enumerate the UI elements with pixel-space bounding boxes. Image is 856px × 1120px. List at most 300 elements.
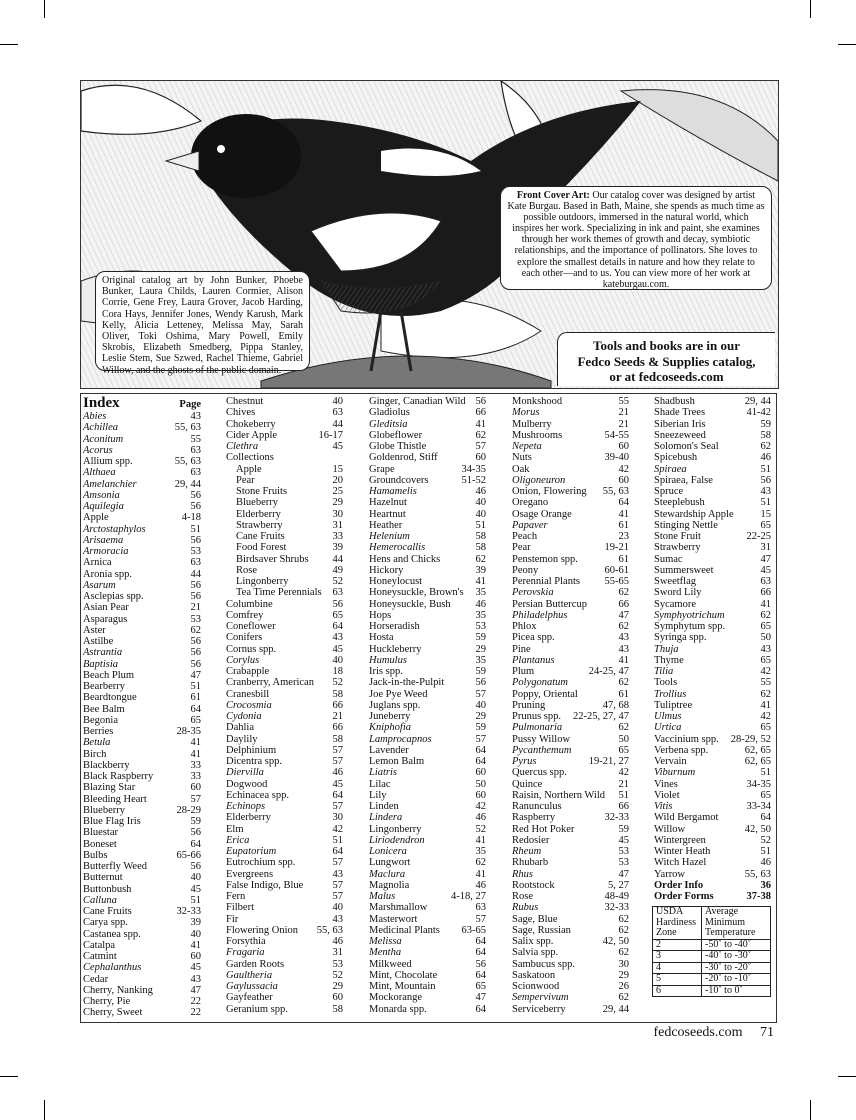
index-entry-page: 29, 44 bbox=[744, 396, 771, 407]
index-entry bbox=[654, 869, 771, 880]
index-entry bbox=[83, 962, 201, 973]
front-cover-label: Front Cover Art: bbox=[516, 190, 590, 201]
index-entry-name: Blazing Star bbox=[83, 782, 136, 794]
index-entry-name: Mint, Chocolate bbox=[369, 969, 438, 981]
index-entry-name: Spiraea bbox=[654, 463, 687, 475]
index-entry bbox=[83, 512, 201, 523]
index-entry bbox=[226, 655, 343, 666]
index-entry-page: 47 bbox=[475, 992, 486, 1004]
index-entry bbox=[369, 554, 486, 565]
index-entry-page: 29 bbox=[332, 981, 343, 992]
index-entry bbox=[369, 722, 486, 733]
index-entry-page: 48-49 bbox=[604, 891, 629, 902]
index-entry bbox=[654, 857, 771, 868]
index-entry-page: 43 bbox=[760, 486, 771, 497]
index-entry-name: Asparagus bbox=[83, 613, 128, 625]
index-entry-page: 65 bbox=[332, 609, 343, 621]
zone-row bbox=[653, 951, 771, 963]
index-entry-page: 56 bbox=[190, 827, 201, 839]
index-entry-name: Syringa spp. bbox=[654, 632, 707, 644]
index-entry-name: Eutrochium spp. bbox=[226, 857, 296, 869]
index-entry-name: Elm bbox=[226, 823, 244, 835]
index-entry-name: Peony bbox=[512, 564, 539, 576]
index-entry bbox=[512, 655, 629, 666]
index-entry-name: Grape bbox=[369, 463, 395, 475]
index-entry bbox=[226, 621, 343, 632]
index-entry bbox=[226, 936, 343, 947]
index-entry-name: Violet bbox=[654, 789, 680, 801]
index-entry-page: 52 bbox=[332, 969, 343, 981]
index-entry-name: Arnica bbox=[83, 557, 112, 569]
index-entry bbox=[654, 486, 771, 497]
index-entry bbox=[369, 902, 486, 913]
index-entry bbox=[83, 614, 201, 625]
index-entry bbox=[83, 524, 201, 535]
index-entry bbox=[226, 902, 343, 913]
index-entry-name: Stinging Nettle bbox=[654, 519, 718, 531]
index-entry-page: 62 bbox=[618, 677, 629, 689]
index-entry bbox=[369, 756, 486, 767]
index-entry bbox=[226, 689, 343, 700]
index-entry bbox=[512, 936, 629, 947]
index-entry-name: Gladiolus bbox=[369, 407, 410, 419]
index-entry-name: Iris spp. bbox=[369, 666, 403, 677]
index-entry-name: Philadelphus bbox=[512, 609, 568, 621]
index-entry bbox=[654, 407, 771, 418]
index-entry bbox=[654, 475, 771, 486]
index-entry-page: 32-33 bbox=[604, 812, 629, 824]
index-entry-page: 45 bbox=[760, 564, 771, 576]
page-header: Page bbox=[179, 399, 201, 410]
index-entry-page: 59 bbox=[190, 816, 201, 827]
index-entry-name: Persian Buttercup bbox=[512, 598, 587, 610]
index-entry-page: 64 bbox=[475, 936, 486, 947]
index-entry-name: Beardtongue bbox=[83, 692, 137, 704]
index-entry-page: 43 bbox=[190, 973, 201, 985]
index-entry-name: Fern bbox=[226, 891, 246, 902]
index-entry-page: 39 bbox=[475, 564, 486, 576]
index-entry-page: 35 bbox=[475, 609, 486, 621]
index-entry-page: 30 bbox=[332, 812, 343, 824]
index-entry bbox=[369, 655, 486, 666]
index-entry-page: 32-33 bbox=[604, 902, 629, 914]
index-entry-name: Rose bbox=[236, 564, 257, 576]
index-entry-name: Comfrey bbox=[226, 609, 264, 621]
index-entry-name: Echinops bbox=[226, 801, 266, 812]
index-entry-page: 42, 50 bbox=[744, 823, 771, 835]
index-entry bbox=[512, 644, 629, 655]
index-entry-page: 20 bbox=[332, 474, 343, 486]
index-entry-name: Salvia spp. bbox=[512, 947, 559, 959]
index-entry-name: Ulmus bbox=[654, 711, 682, 722]
zone-temperature: -40˚ to -30˚ bbox=[702, 951, 771, 963]
index-entry bbox=[654, 666, 771, 677]
index-entry bbox=[654, 441, 771, 452]
index-entry bbox=[512, 981, 629, 992]
index-entry-page: 56 bbox=[760, 474, 771, 486]
index-entry-page: 66 bbox=[332, 699, 343, 711]
index-entry-page: 58 bbox=[760, 429, 771, 441]
index-entry-name: Mulberry bbox=[512, 418, 552, 430]
index-entry-name: Betula bbox=[83, 737, 111, 749]
index-entry-name: Scionwood bbox=[512, 981, 560, 992]
index-entry bbox=[226, 497, 343, 508]
index-entry bbox=[654, 632, 771, 643]
index-entry bbox=[83, 467, 201, 478]
index-entry-name: Monarda spp. bbox=[369, 1003, 427, 1015]
index-entry-page: 58 bbox=[332, 1003, 343, 1015]
index-entry-page: 45 bbox=[190, 883, 201, 895]
index-entry bbox=[369, 610, 486, 621]
index-entry-name: Polygonatum bbox=[512, 677, 568, 689]
index-entry-name: Winter Heath bbox=[654, 846, 711, 857]
index-entry-page: 66 bbox=[618, 801, 629, 812]
index-entry-name: Beach Plum bbox=[83, 669, 135, 681]
index-entry-page: 46 bbox=[332, 767, 343, 779]
index-entry bbox=[83, 670, 201, 681]
index-entry bbox=[226, 441, 343, 452]
index-entry-name: Gaultheria bbox=[226, 969, 273, 981]
index-entry-name: Pycanthemum bbox=[512, 744, 572, 756]
index-entry bbox=[83, 760, 201, 771]
index-entry-name: Corylus bbox=[226, 654, 260, 666]
index-entry-page: 66 bbox=[760, 587, 771, 599]
index-entry-name: Peach bbox=[512, 531, 538, 542]
index-entry-name: Eupatorium bbox=[226, 846, 277, 857]
index-entry bbox=[512, 947, 629, 958]
index-entry-page: 41 bbox=[475, 834, 486, 846]
index-entry-page: 65 bbox=[760, 519, 771, 531]
index-entry-name: Joe Pye Weed bbox=[369, 688, 428, 700]
index-entry-name: Jack-in-the-Pulpit bbox=[369, 677, 445, 689]
index-entry bbox=[83, 782, 201, 793]
index-entry-name: Picea spp. bbox=[512, 632, 555, 644]
index-entry-name: Gayfeather bbox=[226, 992, 273, 1004]
index-entry-name: Oregano bbox=[512, 497, 549, 509]
index-entry-page: 56 bbox=[332, 598, 343, 610]
index-entry-page: 52 bbox=[332, 677, 343, 689]
index-entry bbox=[226, 857, 343, 868]
index-entry bbox=[369, 509, 486, 520]
index-entry-name: Buttonbush bbox=[83, 883, 132, 895]
index-entry-name: Penstemon spp. bbox=[512, 553, 578, 565]
index-entry-page: 19-21 bbox=[604, 542, 629, 554]
index-entry-page: 34-35 bbox=[746, 778, 771, 790]
index-entry-name: Pear bbox=[236, 474, 255, 486]
index-entry bbox=[512, 666, 629, 677]
index-entry-page: 59 bbox=[760, 418, 771, 430]
index-entry-name: Salix spp. bbox=[512, 936, 554, 947]
index-entry-name: Arisaema bbox=[83, 534, 124, 546]
index-entry-name: Wild Bergamot bbox=[654, 812, 719, 824]
index-entry-name: Blueberry bbox=[83, 804, 125, 816]
index-entry bbox=[512, 587, 629, 598]
index-entry-page: 21 bbox=[618, 407, 629, 419]
index-entry-name: Liatris bbox=[369, 767, 398, 779]
index-entry-page: 46 bbox=[475, 812, 486, 824]
index-entry-page: 42, 50 bbox=[602, 936, 629, 947]
index-entry-name: Raspberry bbox=[512, 812, 556, 824]
index-entry bbox=[83, 580, 201, 591]
index-entry-name: Lonicera bbox=[369, 846, 407, 857]
index-entry-page: 40 bbox=[475, 699, 486, 711]
index-column-4 bbox=[512, 396, 629, 1015]
index-entry-name: Astilbe bbox=[83, 636, 114, 647]
index-entry bbox=[654, 756, 771, 767]
index-entry-name: Asian Pear bbox=[83, 602, 129, 614]
index-entry-name: Mint, Mountain bbox=[369, 981, 436, 992]
index-entry bbox=[369, 970, 486, 981]
zone-row bbox=[653, 985, 771, 997]
index-entry-name: Astrantia bbox=[83, 647, 123, 659]
index-entry bbox=[369, 914, 486, 925]
index-entry bbox=[369, 734, 486, 745]
index-entry-page: 62 bbox=[618, 587, 629, 599]
index-entry bbox=[512, 992, 629, 1003]
index-entry-name: Erica bbox=[226, 834, 250, 846]
index-entry bbox=[512, 880, 629, 891]
index-entry-page: 56 bbox=[190, 861, 201, 872]
index-entry-page: 44 bbox=[332, 553, 343, 565]
index-entry-name: Lindera bbox=[369, 812, 403, 824]
index-entry-page: 41 bbox=[190, 737, 201, 749]
index-entry-page: 62 bbox=[618, 947, 629, 959]
index-entry-name: Conifers bbox=[226, 632, 263, 644]
index-entry-name: Gaylussacia bbox=[226, 981, 278, 992]
index-entry-page: 16-17 bbox=[318, 429, 343, 441]
index-entry-name: Order Info bbox=[654, 879, 704, 891]
index-entry-page: 58 bbox=[475, 531, 486, 542]
index-entry-name: Althaea bbox=[83, 467, 116, 479]
index-entry bbox=[226, 947, 343, 958]
index-entry-name: Raisin, Northern Wild bbox=[512, 789, 605, 801]
index-entry-page: 51 bbox=[475, 519, 486, 531]
index-entry-name: Wintergreen bbox=[654, 834, 706, 846]
index-entry-name: Birdsaver Shrubs bbox=[236, 553, 309, 565]
index-entry bbox=[226, 722, 343, 733]
index-entry bbox=[83, 794, 201, 805]
index-entry-name: Hemerocallis bbox=[369, 542, 426, 554]
index-entry-name: Sambucus spp. bbox=[512, 958, 575, 970]
index-entry-name: Linden bbox=[369, 801, 399, 812]
index-entry bbox=[83, 569, 201, 580]
index-entry-name: Armoracia bbox=[83, 546, 129, 557]
index-entry-name: Catalpa bbox=[83, 939, 116, 951]
index-entry-page: 43 bbox=[332, 868, 343, 880]
index-entry bbox=[654, 779, 771, 790]
index-entry-page: 59 bbox=[475, 666, 486, 677]
index-entry bbox=[83, 704, 201, 715]
page-footer bbox=[639, 1025, 774, 1041]
index-entry-page: 64 bbox=[332, 621, 343, 632]
index-entry-page: 60 bbox=[475, 452, 486, 464]
index-entry-name: Amelanchier bbox=[83, 478, 137, 490]
index-entry bbox=[654, 452, 771, 463]
index-entry bbox=[226, 959, 343, 970]
index-entry-name: Helenium bbox=[369, 531, 410, 542]
index-entry-name: Ginger, Canadian Wild bbox=[369, 396, 466, 407]
index-entry bbox=[226, 767, 343, 778]
plant-index bbox=[80, 393, 777, 1023]
index-entry-name: Berries bbox=[83, 726, 114, 737]
index-entry-page: 41 bbox=[190, 748, 201, 760]
index-entry bbox=[83, 692, 201, 703]
index-entry bbox=[654, 689, 771, 700]
index-entry bbox=[226, 734, 343, 745]
index-entry-page: 56 bbox=[475, 958, 486, 970]
index-entry-name: Redosier bbox=[512, 834, 550, 846]
index-entry-name: Cranesbill bbox=[226, 688, 270, 700]
index-entry-name: Chokeberry bbox=[226, 418, 276, 430]
index-entry bbox=[226, 835, 343, 846]
index-entry-name: Sneezeweed bbox=[654, 429, 706, 441]
index-entry bbox=[369, 992, 486, 1003]
index-entry-name: Asarum bbox=[83, 579, 116, 591]
index-entry-page: 22-25, 27, 47 bbox=[573, 711, 629, 722]
index-entry bbox=[226, 677, 343, 688]
index-entry-page: 35 bbox=[475, 587, 486, 599]
index-entry bbox=[369, 599, 486, 610]
index-entry bbox=[226, 801, 343, 812]
index-entry bbox=[226, 554, 343, 565]
index-entry-name: Honeysuckle, Bush bbox=[369, 598, 451, 610]
index-entry-name: Fragaria bbox=[226, 947, 265, 959]
index-entry bbox=[83, 445, 201, 456]
index-entry-name: Malus bbox=[369, 891, 396, 902]
index-entry-name: Sage, Blue bbox=[512, 913, 558, 925]
index-entry bbox=[654, 835, 771, 846]
index-entry bbox=[226, 790, 343, 801]
index-entry-page: 57 bbox=[475, 913, 486, 925]
index-entry-page: 41 bbox=[190, 939, 201, 951]
index-entry-name: Rheum bbox=[512, 846, 542, 857]
index-entry-page: 57 bbox=[475, 688, 486, 700]
zone-temperature: -30˚ to -20˚ bbox=[702, 962, 771, 974]
art-credits-box bbox=[95, 271, 310, 376]
index-entry-page: 53 bbox=[618, 857, 629, 869]
index-entry bbox=[654, 711, 771, 722]
index-entry-name: Milkweed bbox=[369, 958, 412, 970]
index-entry-name: Chestnut bbox=[226, 396, 264, 407]
index-entry bbox=[83, 659, 201, 670]
index-entry-page: 65 bbox=[190, 714, 201, 726]
index-entry bbox=[226, 464, 343, 475]
index-entry-page: 64 bbox=[760, 812, 771, 824]
index-entry-name: Pear bbox=[512, 542, 531, 554]
index-entry bbox=[83, 884, 201, 895]
index-entry-name: Sword Lily bbox=[654, 587, 702, 599]
index-entry-name: Oak bbox=[512, 463, 530, 475]
index-entry-page bbox=[339, 452, 343, 463]
index-entry-name: Cherry, Nanking bbox=[83, 984, 153, 996]
index-entry-page: 26 bbox=[618, 981, 629, 992]
index-entry-page: 43 bbox=[332, 913, 343, 925]
index-entry-name: Poppy, Oriental bbox=[512, 688, 578, 700]
index-entry-page: 49 bbox=[332, 564, 343, 576]
index-entry-page: 57 bbox=[332, 744, 343, 756]
index-entry-name: Vaccinium spp. bbox=[654, 733, 719, 745]
index-entry-page: 55 bbox=[190, 433, 201, 445]
index-entry-page: 47 bbox=[190, 984, 201, 996]
index-entry-name: Globe Thistle bbox=[369, 441, 427, 452]
index-entry bbox=[512, 756, 629, 767]
index-entry-page: 55, 63 bbox=[602, 486, 629, 497]
index-entry bbox=[512, 902, 629, 913]
index-entry-page: 51 bbox=[760, 497, 771, 509]
index-entry-page: 31 bbox=[332, 947, 343, 959]
index-entry-name: Lily bbox=[369, 789, 387, 801]
index-entry-name: Cydonia bbox=[226, 711, 262, 722]
index-entry bbox=[83, 951, 201, 962]
index-entry-name: Baptisia bbox=[83, 658, 119, 670]
temperature-header: Average Minimum Temperature bbox=[702, 907, 771, 940]
index-entry-name: Calluna bbox=[83, 894, 117, 906]
index-entry-page: 57 bbox=[332, 756, 343, 767]
index-entry bbox=[512, 700, 629, 711]
index-entry bbox=[654, 722, 771, 733]
index-entry-page: 60 bbox=[618, 441, 629, 452]
index-entry-page: 55, 63 bbox=[174, 456, 201, 467]
index-entry-page: 29 bbox=[475, 711, 486, 722]
zone-number: 4 bbox=[653, 962, 702, 974]
index-entry-name: Lingonberry bbox=[236, 576, 289, 587]
index-entry-name: Delphinium bbox=[226, 744, 277, 756]
index-entry bbox=[369, 419, 486, 430]
index-entry bbox=[226, 880, 343, 891]
index-entry bbox=[512, 959, 629, 970]
index-entry-name: Viburnum bbox=[654, 767, 696, 779]
index-entry bbox=[512, 441, 629, 452]
index-entry bbox=[512, 419, 629, 430]
index-entry bbox=[83, 636, 201, 647]
index-entry bbox=[226, 430, 343, 441]
index-entry-page: 57 bbox=[332, 891, 343, 902]
index-entry-page: 21 bbox=[190, 602, 201, 614]
index-entry-page: 18 bbox=[332, 666, 343, 677]
index-entry-name: Rhus bbox=[512, 868, 533, 880]
index-entry bbox=[226, 700, 343, 711]
index-entry bbox=[654, 419, 771, 430]
index-entry bbox=[654, 767, 771, 778]
index-entry-name: Pyrus bbox=[512, 756, 537, 767]
index-entry-page: 43 bbox=[332, 632, 343, 644]
index-entry-name: Horseradish bbox=[369, 621, 420, 632]
index-entry-name: Collections bbox=[226, 452, 274, 464]
index-entry-page: 55, 63 bbox=[744, 868, 771, 880]
index-entry bbox=[369, 846, 486, 857]
index-entry-name: Tilia bbox=[654, 666, 674, 677]
index-entry-page: 45 bbox=[618, 834, 629, 846]
index-entry-name: Cherry, Sweet bbox=[83, 1007, 143, 1019]
index-entry bbox=[226, 486, 343, 497]
index-entry-page: 65 bbox=[760, 654, 771, 666]
index-entry-page: 55-65 bbox=[604, 576, 629, 587]
index-entry-page: 64 bbox=[190, 838, 201, 850]
index-entry-name: Cherry, Pie bbox=[83, 996, 131, 1007]
index-entry-page: 33 bbox=[190, 759, 201, 771]
index-entry bbox=[226, 396, 343, 407]
index-entry-page: 56 bbox=[190, 636, 201, 647]
index-entry-page: 66 bbox=[618, 598, 629, 610]
index-entry-name: Filbert bbox=[226, 902, 254, 914]
index-entry-page: 50 bbox=[618, 733, 629, 745]
index-entry-page: 62 bbox=[618, 722, 629, 734]
index-entry bbox=[654, 576, 771, 587]
crop-mark bbox=[838, 1076, 856, 1077]
index-entry-name: Evergreens bbox=[226, 868, 274, 880]
index-entry bbox=[369, 565, 486, 576]
index-entry-name: Lavender bbox=[369, 744, 409, 756]
